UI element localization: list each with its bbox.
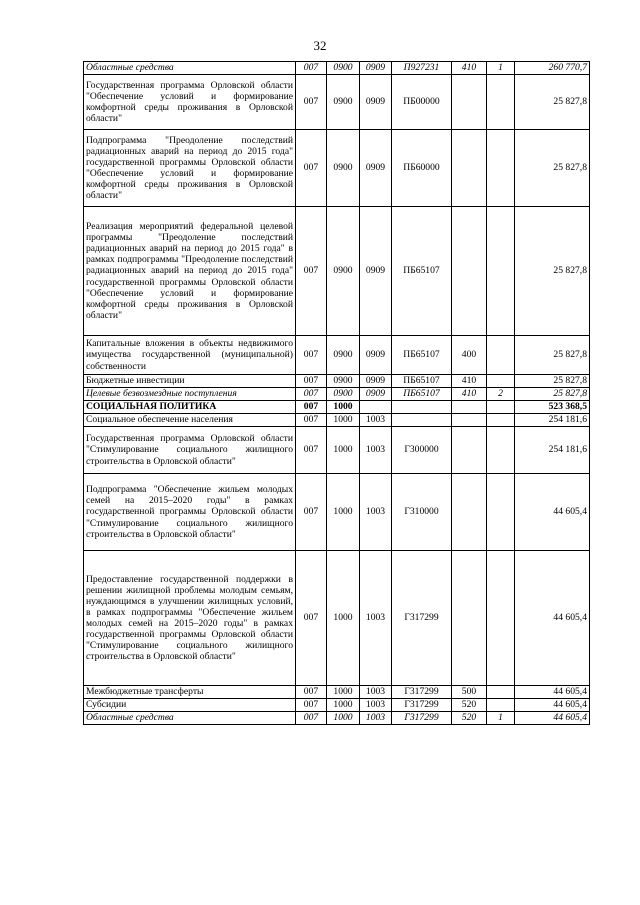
row-name-cell: Бюджетные инвестиции bbox=[84, 375, 296, 388]
expense-type-cell: 400 bbox=[452, 336, 487, 375]
expense-type-cell: 500 bbox=[452, 686, 487, 699]
section-code-cell: 0900 bbox=[327, 207, 360, 336]
funding-source-cell bbox=[487, 686, 515, 699]
table-row bbox=[84, 427, 590, 474]
funding-source-cell bbox=[487, 401, 515, 414]
table-row bbox=[84, 62, 590, 75]
subsection-code-cell: 0909 bbox=[360, 130, 392, 207]
section-code-cell: 0900 bbox=[327, 130, 360, 207]
subsection-code-cell: 1003 bbox=[360, 427, 392, 474]
page-number: 32 bbox=[313, 38, 327, 53]
expense-type-cell bbox=[452, 551, 487, 686]
row-name-cell: Капитальные вложения в объекты недвижимого имущества государственной (муниципальной) собственности bbox=[84, 336, 296, 375]
subsection-code-cell: 0909 bbox=[360, 388, 392, 401]
grbs-code-cell: 007 bbox=[296, 388, 327, 401]
grbs-code-cell: 007 bbox=[296, 62, 327, 75]
expense-type-cell: 410 bbox=[452, 388, 487, 401]
section-code-cell: 1000 bbox=[327, 474, 360, 551]
amount-cell: 25 827,8 bbox=[515, 207, 590, 336]
grbs-code-cell: 007 bbox=[296, 207, 327, 336]
row-name-cell: Государственная программа Орловской области "Обеспечение условий и формирование комфортной среды проживания в Орловской области" bbox=[84, 75, 296, 130]
grbs-code-cell: 007 bbox=[296, 336, 327, 375]
amount-cell: 44 605,4 bbox=[515, 551, 590, 686]
row-name-cell: Областные средства bbox=[84, 712, 296, 725]
section-code-cell: 1000 bbox=[327, 414, 360, 427]
target-article-cell bbox=[392, 414, 452, 427]
funding-source-cell bbox=[487, 414, 515, 427]
row-name-cell: СОЦИАЛЬНАЯ ПОЛИТИКА bbox=[84, 401, 296, 414]
budget-table bbox=[83, 61, 590, 725]
target-article-cell: ПБ65107 bbox=[392, 388, 452, 401]
funding-source-cell bbox=[487, 427, 515, 474]
grbs-code-cell: 007 bbox=[296, 130, 327, 207]
amount-cell: 254 181,6 bbox=[515, 414, 590, 427]
target-article-cell bbox=[392, 401, 452, 414]
expense-type-cell: 520 bbox=[452, 712, 487, 725]
expense-type-cell: 410 bbox=[452, 375, 487, 388]
amount-cell: 25 827,8 bbox=[515, 388, 590, 401]
subsection-code-cell bbox=[360, 401, 392, 414]
target-article-cell: П927231 bbox=[392, 62, 452, 75]
section-code-cell: 1000 bbox=[327, 551, 360, 686]
table-row bbox=[84, 75, 590, 130]
row-name-cell: Подпрограмма "Обеспечение жильем молодых семей на 2015–2020 годы" в рамках государственной программы Орловской области "Стимулирование социального жилищного строительства в Орловской области" bbox=[84, 474, 296, 551]
target-article-cell: ПБ65107 bbox=[392, 375, 452, 388]
amount-cell: 25 827,8 bbox=[515, 375, 590, 388]
target-article-cell: ПБ65107 bbox=[392, 207, 452, 336]
amount-cell: 44 605,4 bbox=[515, 712, 590, 725]
table-row bbox=[84, 388, 590, 401]
table-row bbox=[84, 336, 590, 375]
section-code-cell: 1000 bbox=[327, 712, 360, 725]
funding-source-cell bbox=[487, 336, 515, 375]
target-article-cell: Г300000 bbox=[392, 427, 452, 474]
subsection-code-cell: 1003 bbox=[360, 551, 392, 686]
amount-cell: 260 770,7 bbox=[515, 62, 590, 75]
funding-source-cell bbox=[487, 130, 515, 207]
target-article-cell: ПБ00000 bbox=[392, 75, 452, 130]
expense-type-cell bbox=[452, 474, 487, 551]
subsection-code-cell: 0909 bbox=[360, 207, 392, 336]
section-code-cell: 1000 bbox=[327, 699, 360, 712]
target-article-cell: ПБ65107 bbox=[392, 336, 452, 375]
funding-source-cell: 1 bbox=[487, 712, 515, 725]
table-row bbox=[84, 375, 590, 388]
subsection-code-cell: 1003 bbox=[360, 699, 392, 712]
target-article-cell: Г310000 bbox=[392, 474, 452, 551]
expense-type-cell bbox=[452, 427, 487, 474]
amount-cell: 44 605,4 bbox=[515, 699, 590, 712]
row-name-cell: Подпрограмма "Преодоление последствий радиационных аварий на период до 2015 года" государственной программы Орловской области "Обеспечение условий и формирование комфортной среды проживания в Орловской области" bbox=[84, 130, 296, 207]
expense-type-cell bbox=[452, 401, 487, 414]
amount-cell: 25 827,8 bbox=[515, 336, 590, 375]
grbs-code-cell: 007 bbox=[296, 75, 327, 130]
subsection-code-cell: 1003 bbox=[360, 686, 392, 699]
funding-source-cell bbox=[487, 551, 515, 686]
table-row bbox=[84, 686, 590, 699]
row-name-cell: Реализация мероприятий федеральной целевой программы "Преодоление последствий радиационных аварий на период до 2015 года" в рамках подпрограммы "Преодоление последствий радиационных аварий на период до 2015 года" государственной программы Орловской области "Обеспечение условий и формирование комфортной среды проживания в Орловской области" bbox=[84, 207, 296, 336]
funding-source-cell bbox=[487, 699, 515, 712]
table-row bbox=[84, 699, 590, 712]
target-article-cell: Г317299 bbox=[392, 686, 452, 699]
grbs-code-cell: 007 bbox=[296, 551, 327, 686]
target-article-cell: Г317299 bbox=[392, 551, 452, 686]
funding-source-cell bbox=[487, 375, 515, 388]
subsection-code-cell: 0909 bbox=[360, 75, 392, 130]
section-code-cell: 1000 bbox=[327, 401, 360, 414]
grbs-code-cell: 007 bbox=[296, 375, 327, 388]
table-row bbox=[84, 551, 590, 686]
section-code-cell: 0900 bbox=[327, 336, 360, 375]
table-row bbox=[84, 401, 590, 414]
funding-source-cell bbox=[487, 474, 515, 551]
table-row bbox=[84, 712, 590, 725]
grbs-code-cell: 007 bbox=[296, 699, 327, 712]
subsection-code-cell: 1003 bbox=[360, 712, 392, 725]
budget-table-body bbox=[84, 62, 590, 725]
subsection-code-cell: 1003 bbox=[360, 414, 392, 427]
row-name-cell: Целевые безвозмездные поступления bbox=[84, 388, 296, 401]
expense-type-cell: 410 bbox=[452, 62, 487, 75]
target-article-cell: ПБ60000 bbox=[392, 130, 452, 207]
target-article-cell: Г317299 bbox=[392, 699, 452, 712]
expense-type-cell: 520 bbox=[452, 699, 487, 712]
subsection-code-cell: 0909 bbox=[360, 375, 392, 388]
subsection-code-cell: 1003 bbox=[360, 474, 392, 551]
section-code-cell: 0900 bbox=[327, 62, 360, 75]
section-code-cell: 0900 bbox=[327, 388, 360, 401]
amount-cell: 44 605,4 bbox=[515, 474, 590, 551]
row-name-cell: Государственная программа Орловской области "Стимулирование социального жилищного строительства в Орловской области" bbox=[84, 427, 296, 474]
grbs-code-cell: 007 bbox=[296, 686, 327, 699]
row-name-cell: Социальное обеспечение населения bbox=[84, 414, 296, 427]
grbs-code-cell: 007 bbox=[296, 427, 327, 474]
grbs-code-cell: 007 bbox=[296, 712, 327, 725]
section-code-cell: 1000 bbox=[327, 427, 360, 474]
amount-cell: 523 368,5 bbox=[515, 401, 590, 414]
amount-cell: 44 605,4 bbox=[515, 686, 590, 699]
amount-cell: 25 827,8 bbox=[515, 75, 590, 130]
table-row bbox=[84, 474, 590, 551]
expense-type-cell bbox=[452, 207, 487, 336]
subsection-code-cell: 0909 bbox=[360, 62, 392, 75]
funding-source-cell: 2 bbox=[487, 388, 515, 401]
row-name-cell: Межбюджетные трансферты bbox=[84, 686, 296, 699]
expense-type-cell bbox=[452, 414, 487, 427]
subsection-code-cell: 0909 bbox=[360, 336, 392, 375]
section-code-cell: 1000 bbox=[327, 686, 360, 699]
section-code-cell: 0900 bbox=[327, 375, 360, 388]
funding-source-cell bbox=[487, 207, 515, 336]
row-name-cell: Областные средства bbox=[84, 62, 296, 75]
grbs-code-cell: 007 bbox=[296, 401, 327, 414]
grbs-code-cell: 007 bbox=[296, 474, 327, 551]
expense-type-cell bbox=[452, 75, 487, 130]
expense-type-cell bbox=[452, 130, 487, 207]
table-row bbox=[84, 130, 590, 207]
funding-source-cell: 1 bbox=[487, 62, 515, 75]
section-code-cell: 0900 bbox=[327, 75, 360, 130]
table-row bbox=[84, 207, 590, 336]
table-row bbox=[84, 414, 590, 427]
amount-cell: 25 827,8 bbox=[515, 130, 590, 207]
target-article-cell: Г317299 bbox=[392, 712, 452, 725]
funding-source-cell bbox=[487, 75, 515, 130]
amount-cell: 254 181,6 bbox=[515, 427, 590, 474]
row-name-cell: Субсидии bbox=[84, 699, 296, 712]
grbs-code-cell: 007 bbox=[296, 414, 327, 427]
row-name-cell: Предоставление государственной поддержки в решении жилищной проблемы молодым семьям, нуждающимся в улучшении жилищных условий, в рамках подпрограммы "Обеспечение жильем молодых семей на 2015–2020 годы" в рамках государственной программы Орловской области "Стимулирование социального жилищного строительства в Орловской области" bbox=[84, 551, 296, 686]
